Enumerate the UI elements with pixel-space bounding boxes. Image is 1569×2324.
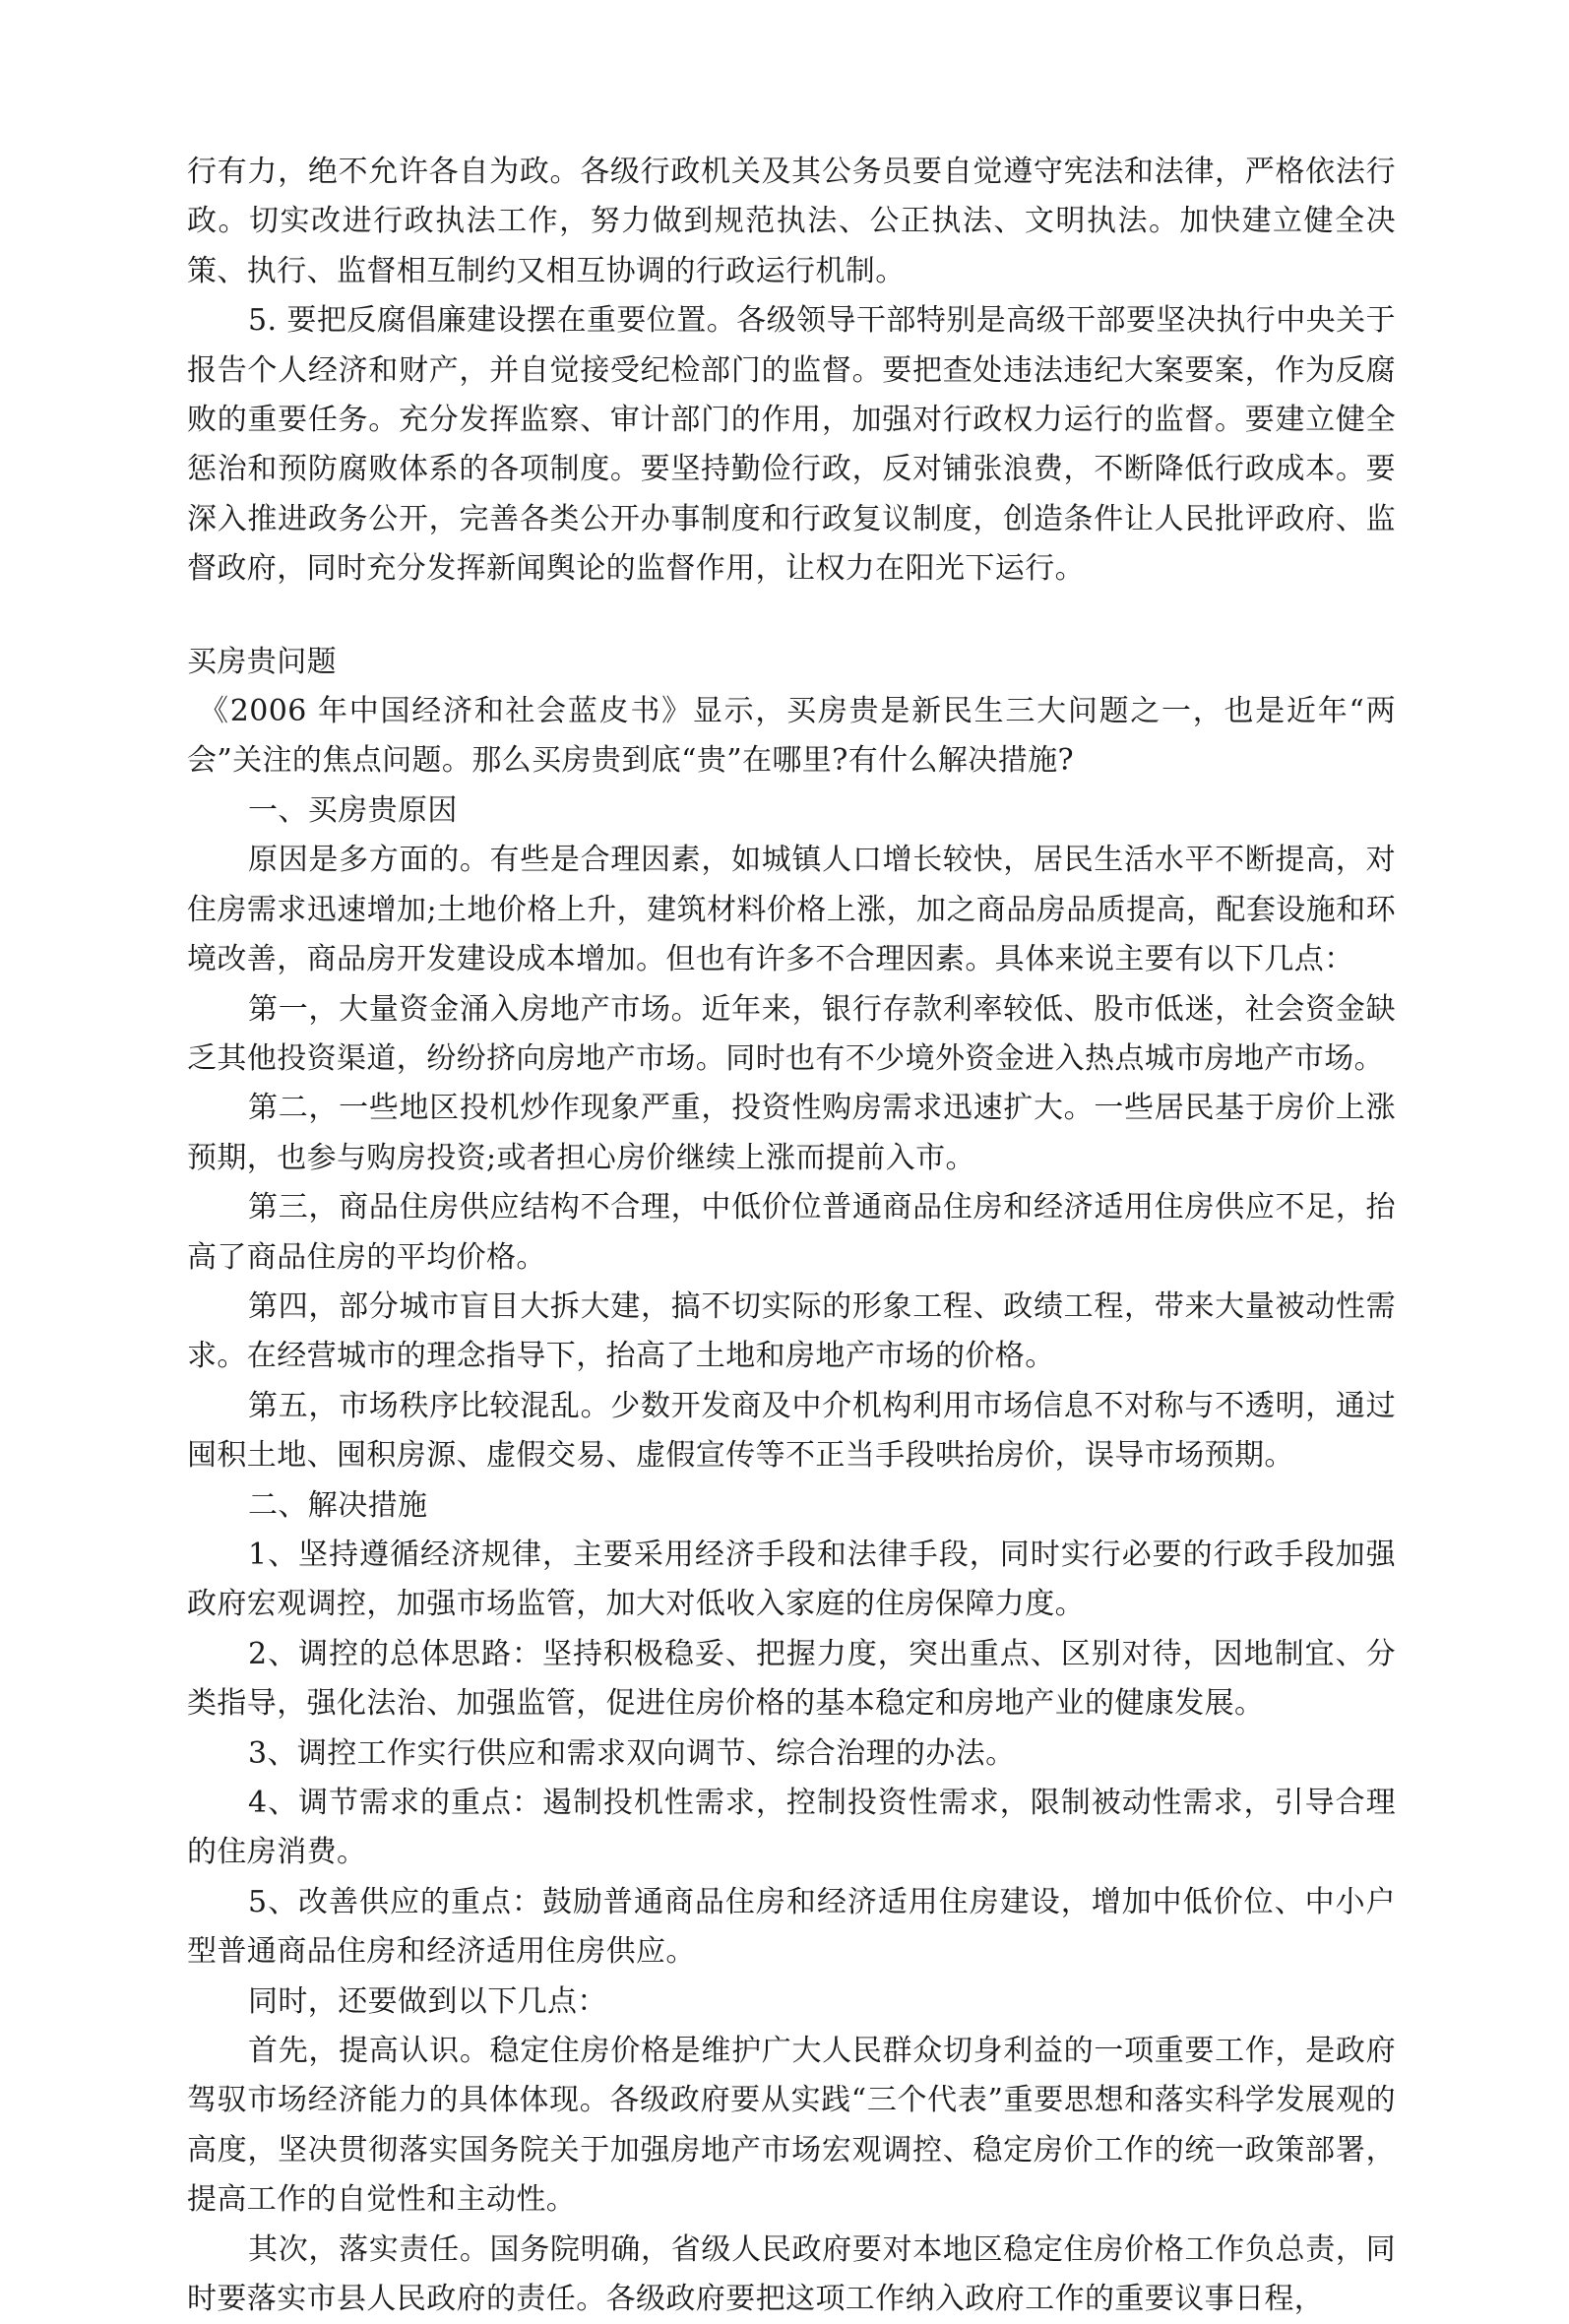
subheading-causes: 一、买房贵原因 [248, 792, 458, 828]
paragraph-cause-3: 第三，商品住房供应结构不合理，中低价位普通商品住房和经济适用住房供应不足，抬高了商品住房的平均价格。 [187, 1190, 1396, 1275]
paragraph-cause-4: 第四，部分城市盲目大拆大建，搞不切实际的形象工程、政绩工程，带来大量被动性需求。在经营城市的理念指导下，抬高了土地和房地产市场的价格。 [187, 1288, 1396, 1374]
paragraph-measure-2: 2、调控的总体思路：坚持积极稳妥、把握力度，突出重点、区别对待，因地制宜、分类指导，强化法治、加强监管，促进住房价格的基本稳定和房地产业的健康发展。 [187, 1636, 1396, 1722]
paragraph-measure-5: 5、改善供应的重点：鼓励普通商品住房和经济适用住房建设，增加中低价位、中小户型普通商品住房和经济适用住房供应。 [187, 1884, 1396, 1970]
section-title-housing: 买房贵问题 [187, 644, 337, 679]
subheading-measures: 二、解决措施 [248, 1487, 428, 1523]
paragraph-cause-1: 第一，大量资金涌入房地产市场。近年来，银行存款利率较低、股市低迷，社会资金缺乏其他投资渠道，纷纷挤向房地产市场。同时也有不少境外资金进入热点城市房地产市场。 [187, 991, 1396, 1076]
paragraph-first-point: 首先，提高认识。稳定住房价格是维护广大人民群众切身利益的一项重要工作，是政府驾驭市场经济能力的具体体现。各级政府要从实践“三个代表”重要思想和落实科学发展观的高度，坚决贯彻落实国务院关于加强房地产市场宏观调控、稳定房价工作的统一政策部署，提高工作的自觉性和主动性。 [187, 2034, 1396, 2218]
paragraph-additional-points: 同时，还要做到以下几点： [248, 1983, 607, 2019]
paragraph-measure-3: 3、调控工作实行供应和需求双向调节、综合治理的办法。 [248, 1735, 1016, 1771]
paragraph-measure-4: 4、调节需求的重点：遏制投机性需求，控制投资性需求，限制被动性需求，引导合理的住房消费。 [187, 1786, 1396, 1870]
paragraph-anti-corruption: 5. 要把反腐倡廉建设摆在重要位置。各级领导干部特别是高级干部要坚决执行中央关于报告个人经济和财产，并自觉接受纪检部门的监督。要把查处违法违纪大案要案，作为反腐败的重要任务。充分发挥监察、审计部门的作用，加强对行政权力运行的监督。要建立健全惩治和预防腐败体系的各项制度。要坚持勤俭行政，反对铺张浪费，不断降低行政成本。要深入推进政务公开，完善各类公开办事制度和行政复议制度，创造条件让人民批评政府、监督政府，同时充分发挥新闻舆论的监督作用，让权力在阳光下运行。 [187, 303, 1396, 587]
paragraph-intro-bluebook: 《2006 年中国经济和社会蓝皮书》显示，买房贵是新民生三大问题之一，也是近年“两会”关注的焦点问题。那么买房贵到底“贵”在哪里?有什么解决措施? [187, 694, 1396, 779]
paragraph-second-point: 其次，落实责任。国务院明确，省级人民政府要对本地区稳定住房价格工作负总责，同时要落实市县人民政府的责任。各级政府要把这项工作纳入政府工作的重要议事日程， [187, 2231, 1396, 2317]
document-page [187, 148, 1396, 2324]
paragraph-cause-2: 第二，一些地区投机炒作现象严重，投资性购房需求迅速扩大。一些居民基于房价上涨预期，也参与购房投资;或者担心房价继续上涨而提前入市。 [187, 1091, 1396, 1175]
paragraph-measure-1: 1、坚持遵循经济规律，主要采用经济手段和法律手段，同时实行必要的行政手段加强政府宏观调控，加强市场监管，加大对低收入家庭的住房保障力度。 [187, 1537, 1396, 1622]
paragraph-causes-overview: 原因是多方面的。有些是合理因素，如城镇人口增长较快，居民生活水平不断提高，对住房需求迅速增加;土地价格上升，建筑材料价格上涨，加之商品房品质提高，配套设施和环境改善，商品房开发建设成本增加。但也有许多不合理因素。具体来说主要有以下几点： [187, 843, 1396, 977]
section-gap [187, 595, 1396, 638]
paragraph-cause-5: 第五，市场秩序比较混乱。少数开发商及中介机构利用市场信息不对称与不透明，通过囤积土地、囤积房源、虚假交易、虚假宣传等不正当手段哄抬房价，误导市场预期。 [187, 1388, 1396, 1474]
paragraph-executive-efficiency: 行有力，绝不允许各自为政。各级行政机关及其公务员要自觉遵守宪法和法律，严格依法行政。切实改进行政执法工作，努力做到规范执法、公正执法、文明执法。加快建立健全决策、执行、监督相互制约又相互协调的行政运行机制。 [187, 155, 1396, 288]
